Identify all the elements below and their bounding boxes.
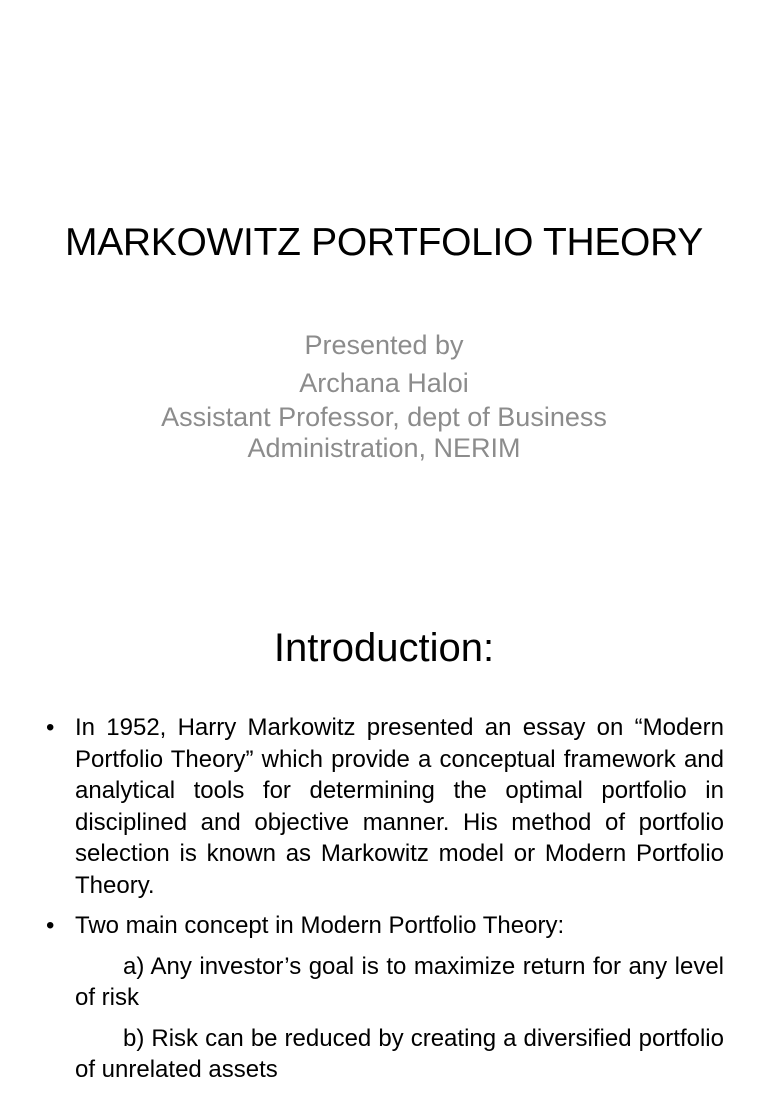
bullet-icon: •	[46, 912, 55, 939]
presenter-info	[90, 326, 678, 464]
sub-point-b: b) Risk can be reduced by creating a diversified portfolio of unrelated assets	[75, 1024, 724, 1083]
bullet-item	[46, 910, 724, 1086]
bullet-text: In 1952, Harry Markowitz presented an essay on “Modern Portfolio Theory” which provide a conceptual framework and analytical tools for determining the optimal portfolio in disciplined and objective manner. His method of portfolio selection is known as Markowitz model or Modern Portfolio Theory.	[75, 714, 724, 899]
presenter-affiliation-line-1: Assistant Professor, dept of Business	[161, 402, 607, 432]
bullet-item	[46, 712, 724, 901]
introduction-heading: Introduction:	[273, 626, 495, 670]
presentation-title: MARKOWITZ PORTFOLIO THEORY	[65, 221, 703, 264]
sub-point-a: a) Any investor’s goal is to maximize return for any level of risk	[75, 952, 724, 1011]
bullet-text: Two main concept in Modern Portfolio Theory:	[75, 912, 565, 939]
presenter-affiliation-line-2: Administration, NERIM	[247, 433, 521, 463]
presenter-name: Archana Haloi	[299, 368, 469, 398]
bullet-list	[46, 712, 724, 1095]
presented-by-label: Presented by	[304, 330, 464, 360]
introduction-slide	[0, 576, 768, 1083]
bullet-icon: •	[46, 714, 55, 741]
